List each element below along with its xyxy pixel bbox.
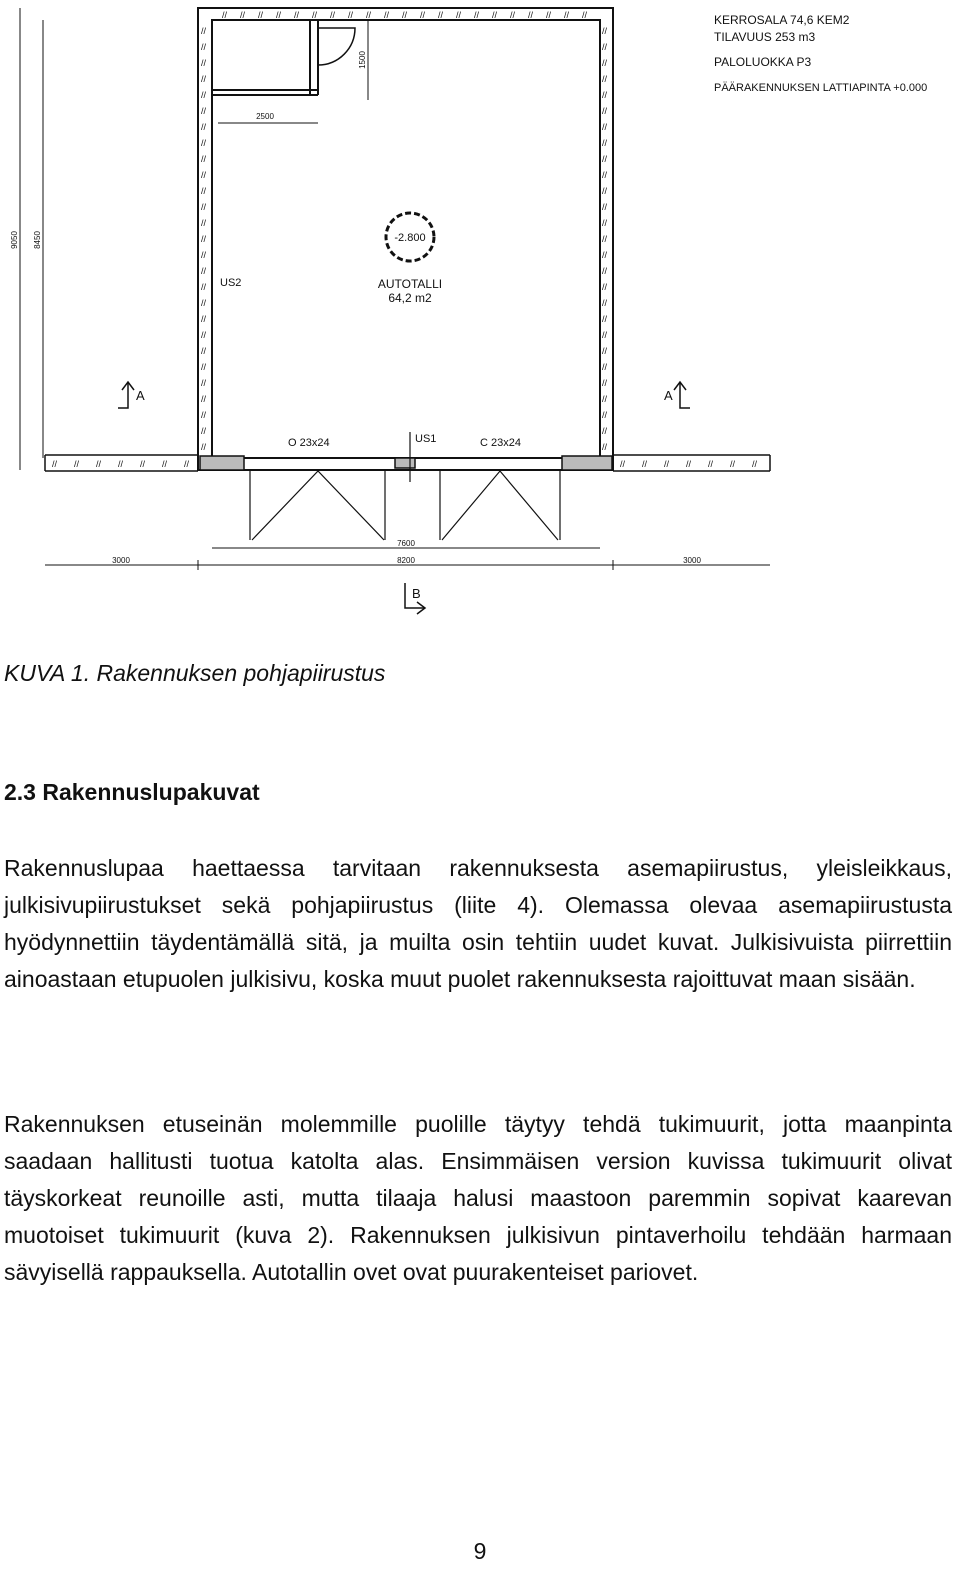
page-number: 9 xyxy=(473,1538,487,1564)
hatch-mark: // xyxy=(602,362,608,372)
hatch-mark: // xyxy=(602,378,608,388)
hatch-mark: // xyxy=(312,10,318,20)
hatch-mark: // xyxy=(240,10,246,20)
hatch-mark: // xyxy=(201,426,207,436)
hatch-mark: // xyxy=(602,346,608,356)
hatch-mark: // xyxy=(201,58,207,68)
hatch-mark: // xyxy=(642,459,648,469)
label-us1: US1 xyxy=(415,433,437,445)
hatch-mark: // xyxy=(602,330,608,340)
hatch-mark: // xyxy=(564,10,570,20)
hatch-mark: // xyxy=(438,10,444,20)
hatch-mark: // xyxy=(602,138,608,148)
hatch-mark: // xyxy=(201,138,207,148)
section-label-a-left: A xyxy=(136,388,145,403)
hatch-mark: // xyxy=(201,90,207,100)
hatch-mark: // xyxy=(201,330,207,340)
room-level-mark: -2.800 xyxy=(394,232,426,244)
hatch-mark: // xyxy=(664,459,670,469)
hatch-mark: // xyxy=(162,459,168,469)
hatch-mark: // xyxy=(602,74,608,84)
dim-height-inner: 8450 xyxy=(33,231,42,249)
hatch-mark: // xyxy=(201,218,207,228)
hatch-mark: // xyxy=(96,459,102,469)
figure-caption: KUVA 1. Rakennuksen pohjapiirustus xyxy=(4,660,386,686)
hatch-mark: // xyxy=(201,74,207,84)
hatch-mark: // xyxy=(420,10,426,20)
dim-small-room-width: 2500 xyxy=(256,112,274,121)
hatch-mark: // xyxy=(74,459,80,469)
hatch-mark: // xyxy=(201,298,207,308)
hatch-mark: // xyxy=(708,459,714,469)
hatch-mark: // xyxy=(602,26,608,36)
hatch-mark: // xyxy=(184,459,190,469)
hatch-mark: // xyxy=(730,459,736,469)
hatch-mark: // xyxy=(201,42,207,52)
info-volume: TILAVUUS 253 m3 xyxy=(714,30,816,44)
hatch-mark: // xyxy=(602,282,608,292)
hatch-mark: // xyxy=(602,58,608,68)
hatch-mark: // xyxy=(402,10,408,20)
hatch-mark: // xyxy=(602,250,608,260)
hatch-mark: // xyxy=(602,266,608,276)
hatch-mark: // xyxy=(602,154,608,164)
hatch-mark: // xyxy=(602,202,608,212)
label-us2: US2 xyxy=(220,277,242,289)
hatch-mark: // xyxy=(276,10,282,20)
hatch-mark: // xyxy=(582,10,588,20)
hatch-mark: // xyxy=(602,90,608,100)
hatch-mark: // xyxy=(602,314,608,324)
hatch-mark: // xyxy=(528,10,534,20)
hatch-mark: // xyxy=(201,362,207,372)
hatch-mark: // xyxy=(201,394,207,404)
hatch-mark: // xyxy=(118,459,124,469)
hatch-mark: // xyxy=(201,234,207,244)
storage-room xyxy=(212,20,368,123)
hatch-mark: // xyxy=(456,10,462,20)
hatch-mark: // xyxy=(510,10,516,20)
hatch-mark: // xyxy=(366,10,372,20)
hatch-mark: // xyxy=(201,378,207,388)
hatch-mark: // xyxy=(620,459,626,469)
hatch-mark: // xyxy=(602,234,608,244)
hatch-mark: // xyxy=(602,218,608,228)
hatch-mark: // xyxy=(201,410,207,420)
hatch-mark: // xyxy=(201,266,207,276)
hatch-mark: // xyxy=(602,42,608,52)
hatch-mark: // xyxy=(602,186,608,196)
hatch-mark: // xyxy=(294,10,300,20)
hatch-mark: // xyxy=(201,442,207,452)
info-fire-class: PALOLUOKKA P3 xyxy=(714,55,812,69)
hatch-mark: // xyxy=(201,106,207,116)
hatch-mark: // xyxy=(52,459,58,469)
hatch-mark: // xyxy=(201,346,207,356)
paragraph-1: Rakennuslupaa haettaessa tarvitaan rakennuksesta asemapiirustus, yleisleikkaus, julkisivupiirustukset sekä pohjapiirustus (liite 4). Olemassa olevaa asemapiirustusta hyödynnettiin täydentämällä sitä, ja muilta osin tehtiin uudet kuvat. Julkisivuista piirrettiin ainoastaan etupuolen julkisivu, koska muut puolet rakennuksesta rajoittuvat maan sisään. xyxy=(4,855,952,992)
section-heading: 2.3 Rakennuslupakuvat xyxy=(4,779,260,805)
hatch-mark: // xyxy=(492,10,498,20)
hatch-mark: // xyxy=(602,394,608,404)
hatch-mark: // xyxy=(201,26,207,36)
dim-total-width: 8200 xyxy=(397,556,415,565)
dim-side-right: 3000 xyxy=(683,556,701,565)
hatch-mark: // xyxy=(201,186,207,196)
info-floor-level: PÄÄRAKENNUKSEN LATTIAPINTA +0.000 xyxy=(714,82,928,94)
hatch-mark: // xyxy=(201,202,207,212)
dim-height-outer: 9050 xyxy=(10,231,19,249)
hatch-mark: // xyxy=(201,122,207,132)
hatch-mark: // xyxy=(140,459,146,469)
hatch-mark: // xyxy=(602,442,608,452)
room-area: 64,2 m2 xyxy=(388,291,432,305)
hatch-mark: // xyxy=(201,154,207,164)
hatch-mark: // xyxy=(602,106,608,116)
hatch-mark: // xyxy=(602,298,608,308)
hatch-mark: // xyxy=(752,459,758,469)
hatch-mark: // xyxy=(602,426,608,436)
room-name: AUTOTALLI xyxy=(377,277,443,291)
hatch-mark: // xyxy=(686,459,692,469)
hatch-mark: // xyxy=(384,10,390,20)
hatch-mark: // xyxy=(201,282,207,292)
hatch-mark: // xyxy=(330,10,336,20)
floor-plan-figure xyxy=(0,0,960,620)
hatch-mark: // xyxy=(602,410,608,420)
paragraph-2: Rakennuksen etuseinän molemmille puolille täytyy tehdä tukimuurit, jotta maanpinta saadaan hallitusti tuotua katolta alas. Ensimmäisen version kuvissa tukimuurit olivat täyskorkeat reunoille asti, mutta tilaaja halusi maastoon paremmin sopivat kaarevan muotoiset tukimuurit (kuva 2). Rakennuksen julkisivun pintaverhoilu tehdään harmaan sävyisellä rappauksella. Autotallin ovet ovat puurakenteiset pariovet. xyxy=(4,1111,952,1285)
hatch-mark: // xyxy=(602,122,608,132)
section-label-a-right: A xyxy=(664,388,673,403)
hatch-mark: // xyxy=(348,10,354,20)
hatch-mark: // xyxy=(474,10,480,20)
label-door-left: O 23x24 xyxy=(288,437,330,449)
info-floor-area: KERROSALA 74,6 KEM2 xyxy=(714,13,850,27)
hatch-mark: // xyxy=(546,10,552,20)
section-label-b: B xyxy=(412,586,421,601)
retaining-walls xyxy=(45,455,770,471)
label-door-right: C 23x24 xyxy=(480,437,521,449)
dim-small-room-depth: 1500 xyxy=(358,51,367,69)
hatch-mark: // xyxy=(222,10,228,20)
hatch-mark: // xyxy=(602,170,608,180)
dim-inner-width: 7600 xyxy=(397,539,415,548)
hatch-mark: // xyxy=(201,250,207,260)
hatch-mark: // xyxy=(201,314,207,324)
hatch-mark: // xyxy=(258,10,264,20)
hatch-mark: // xyxy=(201,170,207,180)
dim-side-left: 3000 xyxy=(112,556,130,565)
